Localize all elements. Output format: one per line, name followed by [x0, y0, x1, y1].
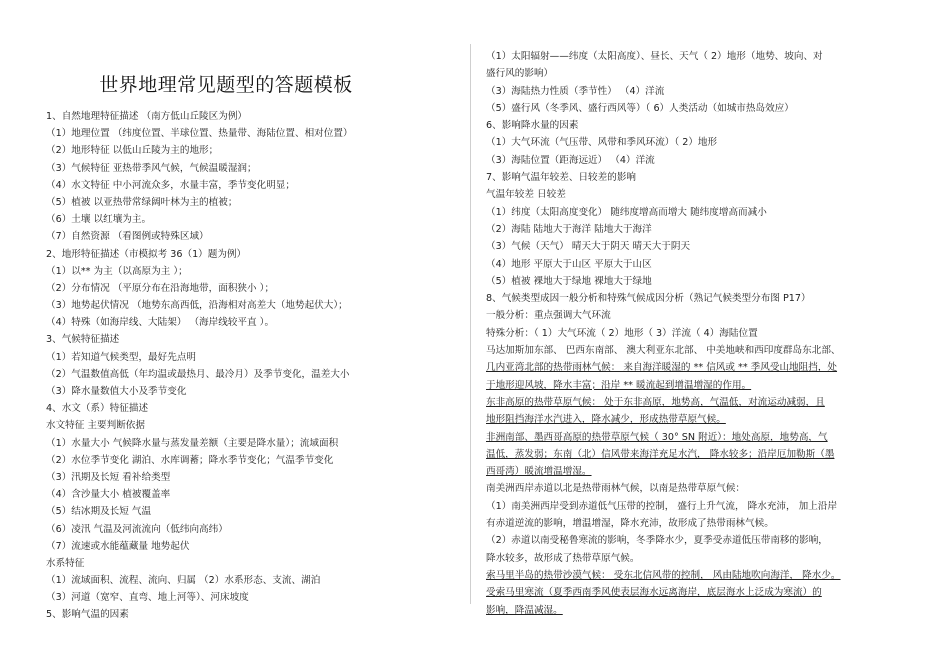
- text-line: （6）凌汛 气温及河流流向（低纬向高纬）: [46, 523, 228, 535]
- text-line: （1）流域面积、流程、流向、归属 （2）水系形态、支流、湖泊: [46, 575, 321, 587]
- text-line: （2）水位季节变化 湖泊、水库调蓄；降水季节变化；气温季节变化: [46, 454, 334, 466]
- text-line: （4）含沙量大小 植被覆盖率: [46, 489, 171, 501]
- text-line: 3、气候特征描述: [46, 334, 120, 346]
- text-line: 影响，降温减湿。: [486, 604, 563, 616]
- text-line: 受索马里寒流（夏季西南季风使表层海水远离海岸，底层海水上泛成为寒流）的: [486, 587, 822, 599]
- text-line: 水系特征: [46, 557, 85, 569]
- text-line: 几内亚湾北部的热带雨林气候： 来自海洋暖湿的 ** 信风或 ** 季风受山地阻挡，处: [486, 362, 838, 374]
- text-line: 2、地形特征描述（市模拟考 36（1）题为例）: [46, 248, 247, 260]
- text-line: （3）地势起伏情况 （地势东高西低，沿海相对高差大（地势起伏大）；: [46, 300, 348, 312]
- text-line: 马达加斯加东部、 巴西东南部、 澳大利亚东北部、 中美地峡和西印度群岛东北部、: [486, 345, 841, 357]
- text-line: （4）地形 平原大于山区 平原大于山区: [486, 258, 652, 270]
- text-line: 非洲南部、墨西哥高原的热带草原气候（ 30° SN 附近）：地处高原，地势高，气: [486, 431, 828, 443]
- text-line: （2）分布情况 （平原分布在沿海地带，面积狭小 ）；: [46, 282, 275, 294]
- text-line: 特殊分析：（ 1）大气环流（ 2）地形（ 3）洋流（ 4）海陆位置: [486, 327, 758, 339]
- text-line: 一般分析：重点强调大气环流: [486, 310, 611, 322]
- text-line: 气温年较差 日较差: [486, 189, 566, 201]
- text-line: （1）太阳辐射——纬度（太阳高度）、昼长、天气（ 2）地形（地势、坡向、对: [486, 51, 823, 62]
- text-line: （3）气候特征 亚热带季风气候，气候温暖湿润；: [46, 162, 257, 174]
- text-line: （3）海陆位置（距海远近） （4）洋流: [486, 154, 655, 166]
- text-line: （1）以** 为主（以高原为主 ）；: [46, 265, 188, 277]
- text-line: （7）自然资源 （看图例或特殊区域）: [46, 231, 209, 243]
- text-line: （5）植被 以亚热带常绿阔叶林为主的植被；: [46, 196, 238, 208]
- text-line: 东非高原的热带草原气候： 处于东非高原，地势高，气温低，对流运动减弱，且: [486, 396, 825, 408]
- text-line: （5）植被 裸地大于绿地 裸地大于绿地: [486, 275, 652, 287]
- text-line: （4）特殊（如海岸线、大陆架） （海岸线较平直 ）。: [46, 317, 275, 329]
- text-line: 7、影响气温年较差、日较差的影响: [486, 172, 637, 184]
- text-line: （2）地形特征 以低山丘陵为主的地形；: [46, 145, 219, 157]
- text-line: （3）降水量数值大小及季节变化: [46, 386, 187, 397]
- text-line: （2）海陆 陆地大于海洋 陆地大于海洋: [486, 223, 652, 235]
- right-text-block: [486, 48, 841, 619]
- text-line: 地形阻挡海洋水汽进入，降水减少，形成热带草原气候。: [486, 414, 726, 426]
- text-line: （1）大气环流（气压带、风带和季风环流）（ 2）地形: [486, 137, 718, 149]
- text-line: （1）南美洲西岸受到赤道低气压带的控制， 盛行上升气流， 降水充沛， 加上沿岸: [486, 500, 838, 512]
- text-line: 南美洲西岸赤道以北是热带雨林气候，以南是热带草原气候：: [486, 483, 746, 495]
- text-line: （2）赤道以南受秘鲁寒流的影响，冬季降水少，夏季受赤道低压带南移的影响，: [486, 535, 828, 547]
- text-line: （5）结冰期及长短 气温: [46, 506, 152, 518]
- text-line: 5、影响气温的因素: [46, 609, 129, 621]
- text-line: （7）流速或水能蕴藏量 地势起伏: [46, 540, 190, 552]
- page-title: 世界地理常见题型的答题模板: [99, 74, 353, 96]
- text-line: 8、气候类型成因一般分析和特殊气候成因分析（熟记气候类型分布图 P17）: [486, 293, 811, 305]
- text-line: （1）纬度（太阳高度变化） 随纬度增高而增大 随纬度增高而减小: [486, 206, 767, 218]
- text-line: 有赤道逆流的影响，增温增湿，降水充沛，故形成了热带雨林气候。: [486, 518, 774, 530]
- text-line: （5）盛行风（冬季风、盛行西风等）（ 6）人类活动（如城市热岛效应）: [486, 102, 794, 114]
- text-line: 降水较多，故形成了热带草原气候。: [486, 552, 640, 564]
- text-line: 盛行风的影响）: [486, 68, 554, 80]
- text-line: 索马里半岛的热带沙漠气候： 受东北信风带的控制， 风由陆地吹向海洋， 降水少。: [486, 569, 841, 581]
- text-line: 6、影响降水量的因素: [486, 120, 579, 132]
- text-line: （3）海陆热力性质（季节性） （4）洋流: [486, 85, 665, 97]
- left-text-block: [46, 108, 353, 624]
- text-line: 1、自然地理特征描述 （南方低山丘陵区为例）: [46, 111, 248, 122]
- text-line: （1）水量大小 气候降水量与蒸发量差额（主要是降水量）；流域面积: [46, 437, 339, 449]
- text-line: （4）水文特征 中小河流众多，水量丰富，季节变化明显；: [46, 179, 295, 191]
- text-line: （1）若知道气候类型，最好先点明: [46, 351, 197, 363]
- text-line: 4、水文（系）特征描述: [46, 403, 149, 415]
- column-divider: [470, 44, 471, 604]
- text-line: （3）汛期及长短 看补给类型: [46, 471, 171, 483]
- text-line: 水文特征 主要判断依据: [46, 420, 145, 432]
- text-line: （3）气候（天气） 晴天大于阴天 晴天大于阴天: [486, 241, 691, 253]
- text-line: 西哥湾）暖流增温增湿。: [486, 466, 592, 478]
- text-line: 于地形迎风坡，降水丰富；沿岸 ** 暖流起到增温增湿的作用。: [486, 379, 752, 391]
- text-line: （6）土壤 以红壤为主。: [46, 214, 152, 226]
- text-line: （1）地理位置 （纬度位置、半球位置、热量带、海陆位置、相对位置）: [46, 128, 353, 140]
- text-line: 温低，蒸发弱；东南（北）信风带来海洋充足水汽， 降水较多；沿岸厄加勒斯（墨: [486, 448, 835, 460]
- text-line: （2）气温数值高低（年均温或最热月、最冷月）及季节变化，温差大小: [46, 368, 350, 380]
- text-line: （3）河道（宽窄、直弯、地上河等）、河床坡度: [46, 592, 249, 604]
